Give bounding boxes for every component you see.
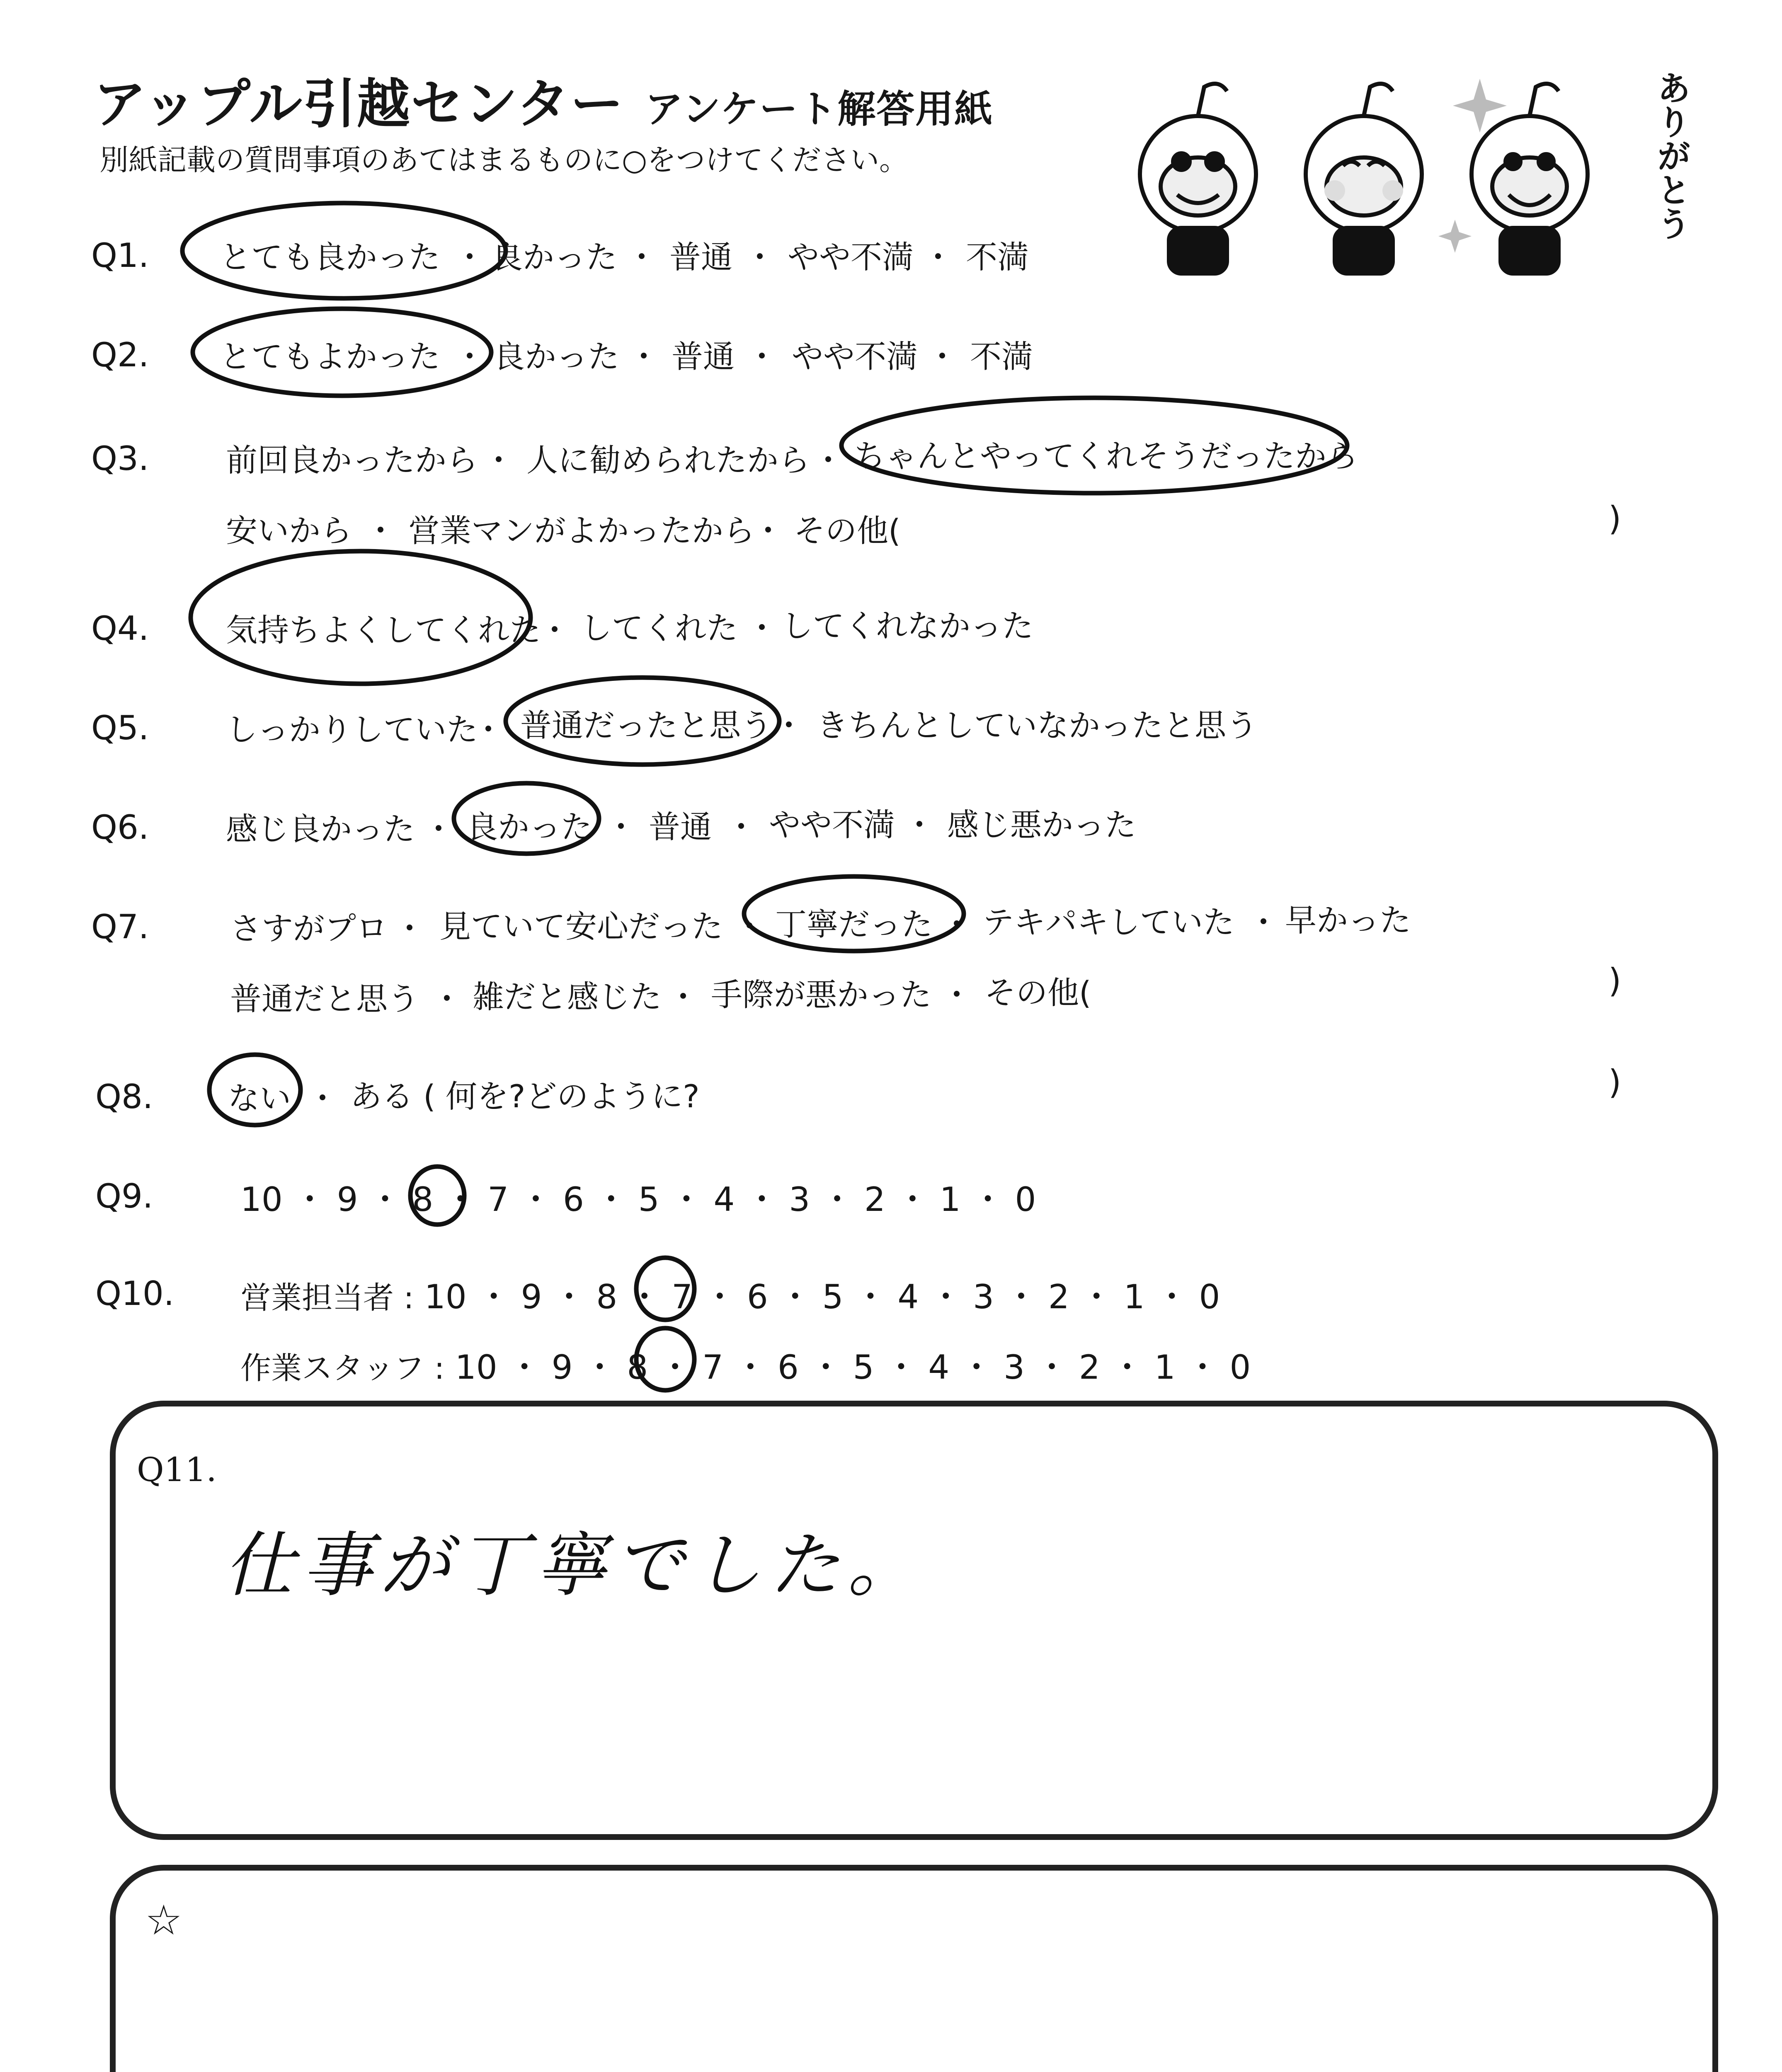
q11-label: Q11. xyxy=(137,1450,217,1489)
q2-option[interactable]: 不満 xyxy=(970,338,1033,375)
q11-comment-box xyxy=(110,1401,1718,1840)
q9-label: Q9. xyxy=(95,1177,153,1215)
separator: ・ xyxy=(922,239,954,276)
q4-selection-circle xyxy=(191,551,531,684)
q6-option[interactable]: 感じ悪かった xyxy=(947,806,1136,843)
separator: ・ xyxy=(734,908,765,945)
q2-option[interactable]: とてもよかった xyxy=(220,338,440,375)
close-paren: ) xyxy=(1608,1063,1622,1101)
q3-option[interactable]: 前回良かったから xyxy=(226,442,478,479)
q7-option[interactable]: 手際が悪かった xyxy=(711,976,931,1013)
q5-selection-circle xyxy=(506,678,779,765)
separator: ・ xyxy=(904,806,935,843)
q10-sales-selection-circle xyxy=(636,1258,694,1320)
q3-option[interactable]: 人に勧められたから xyxy=(526,442,810,479)
q3-label: Q3. xyxy=(91,439,149,478)
q6-option[interactable]: 良かった xyxy=(466,808,592,845)
q5-label: Q5. xyxy=(91,709,149,747)
q7-option[interactable]: さすがプロ xyxy=(230,910,388,947)
instructions: 別紙記載の質問事項のあてはまるものに○をつけてください。 xyxy=(99,143,909,177)
q8-label: Q8. xyxy=(95,1077,153,1116)
q3-option[interactable]: 営業マンがよかったから xyxy=(408,512,755,549)
separator: ・ xyxy=(744,239,776,276)
scale-option[interactable]: 6 xyxy=(747,1278,768,1316)
q3-option[interactable]: ちゃんとやってくれそうだったから xyxy=(854,438,1358,474)
form-subtitle: アンケート解答用紙 xyxy=(645,87,994,131)
q3-option[interactable]: 安いから xyxy=(226,512,352,549)
scale-option[interactable]: 8 xyxy=(596,1278,618,1316)
separator: ・ xyxy=(752,512,784,549)
q1-option[interactable]: 不満 xyxy=(966,239,1029,276)
q2-option[interactable]: やや不満 xyxy=(792,338,918,375)
separator: ・ xyxy=(667,978,699,1015)
q1-option[interactable]: 普通 xyxy=(669,239,732,276)
q7-option[interactable]: 丁寧だった xyxy=(775,906,933,943)
q6-option[interactable]: やや不満 xyxy=(769,806,895,843)
q7-option[interactable]: 雑だと感じた xyxy=(473,978,662,1015)
q2-selection-circle xyxy=(193,309,491,396)
scale-option[interactable]: 0 xyxy=(1199,1278,1220,1316)
q10-staff-row: 作業スタッフ : 10 ・ 9 ・ 8 ・ 7 ・ 6 ・ 5 ・ 4 ・ 3 ・ 2 ・ 1 ・ 0 xyxy=(240,1348,1251,1387)
q11-comment-text[interactable]: 仕事が丁寧でした。 xyxy=(224,1525,926,1607)
q6-option[interactable]: 普通 xyxy=(649,808,712,845)
scale-option[interactable]: 7 xyxy=(672,1278,693,1316)
star-icon: ☆ xyxy=(145,1896,182,1944)
scale-option[interactable]: 0 xyxy=(1015,1180,1036,1219)
separator: ・ xyxy=(725,808,757,845)
scale-option[interactable]: 6 xyxy=(777,1348,799,1387)
scale-option[interactable]: 4 xyxy=(713,1180,735,1219)
separator: ・ xyxy=(926,338,958,375)
q8-option[interactable]: ある ( 何を?どのように? xyxy=(350,1078,700,1115)
scale-option[interactable]: 7 xyxy=(702,1348,723,1387)
q4-option[interactable]: してくれた xyxy=(580,610,738,646)
separator: ・ xyxy=(454,239,485,276)
scale-option[interactable]: 10 xyxy=(424,1278,467,1316)
scale-option[interactable]: 8 xyxy=(412,1180,434,1219)
separator: ・ xyxy=(1248,904,1279,941)
scale-option[interactable]: 1 xyxy=(1154,1348,1176,1387)
separator: ・ xyxy=(605,808,637,845)
q6-label: Q6. xyxy=(91,808,149,847)
q5-option[interactable]: しっかりしていた xyxy=(226,711,478,748)
scale-option[interactable]: 3 xyxy=(789,1180,810,1219)
separator: ・ xyxy=(307,1080,338,1117)
q8-selection-circle xyxy=(209,1055,301,1125)
separator: ・ xyxy=(941,906,972,943)
q6-option[interactable]: 感じ良かった xyxy=(226,811,415,847)
scale-option[interactable]: 2 xyxy=(864,1180,885,1219)
scale-option[interactable]: 5 xyxy=(822,1278,844,1316)
separator: ・ xyxy=(394,910,425,947)
scale-option[interactable]: 5 xyxy=(853,1348,874,1387)
close-paren: ) xyxy=(1608,961,1622,1000)
scale-option[interactable]: 6 xyxy=(562,1180,584,1219)
scale-option[interactable]: 3 xyxy=(973,1278,994,1316)
thanks-text: ありがとう xyxy=(1651,70,1691,240)
separator: ・ xyxy=(454,338,485,375)
sales-rating-label: 営業担当者 : xyxy=(240,1280,414,1316)
scale-option[interactable]: 5 xyxy=(638,1180,659,1219)
scale-option[interactable]: 2 xyxy=(1048,1278,1069,1316)
separator: ・ xyxy=(539,612,570,649)
q2-label: Q2. xyxy=(91,336,149,374)
q6-selection-circle xyxy=(454,783,599,854)
scale-option[interactable]: 10 xyxy=(240,1180,283,1219)
scale-option[interactable]: 7 xyxy=(487,1180,509,1219)
q7-selection-circle xyxy=(744,876,964,951)
separator: ・ xyxy=(365,512,396,549)
q8-option[interactable]: ない xyxy=(228,1080,291,1117)
q4-option[interactable]: してくれなかった xyxy=(781,608,1033,644)
q2-option[interactable]: 普通 xyxy=(672,338,735,375)
q4-label: Q4. xyxy=(91,609,149,648)
separator: ・ xyxy=(773,707,805,744)
separator: ・ xyxy=(628,338,659,375)
q4-option[interactable]: 気持ちよくしてくれた xyxy=(226,612,541,649)
q7-option[interactable]: 見ていて安心だった xyxy=(439,908,723,945)
separator: ・ xyxy=(423,811,454,847)
scale-option[interactable]: 10 xyxy=(455,1348,497,1387)
star-comment-box xyxy=(110,1865,1718,2072)
q5-option[interactable]: きちんとしていなかったと思う xyxy=(817,707,1258,744)
scale-option[interactable]: 9 xyxy=(521,1278,542,1316)
scale-option[interactable]: 4 xyxy=(928,1348,950,1387)
scale-option[interactable]: 9 xyxy=(337,1180,358,1219)
staff-rating-label: 作業スタッフ : xyxy=(240,1351,445,1386)
separator: ・ xyxy=(483,442,514,479)
scale-option[interactable]: 3 xyxy=(1004,1348,1025,1387)
scale-option[interactable]: 8 xyxy=(627,1348,648,1387)
q10-sales-row: 営業担当者 : 10 ・ 9 ・ 8 ・ 7 ・ 6 ・ 5 ・ 4 ・ 3 ・ 2 ・ 1 ・ 0 xyxy=(240,1278,1220,1316)
scale-option[interactable]: 9 xyxy=(551,1348,573,1387)
scale-option[interactable]: 0 xyxy=(1229,1348,1251,1387)
q7-option[interactable]: その他( xyxy=(984,974,1091,1011)
q10-label: Q10. xyxy=(95,1274,175,1313)
q9-scale: 10 ・ 9 ・ 8 ・ 7 ・ 6 ・ 5 ・ 4 ・ 3 ・ 2 ・ 1 ・ 0 xyxy=(240,1180,1036,1219)
q7-option[interactable]: テキパキしていた xyxy=(982,904,1234,941)
q3-selection-circle xyxy=(841,398,1347,493)
separator: ・ xyxy=(746,338,778,375)
scale-option[interactable]: 2 xyxy=(1079,1348,1100,1387)
q9-selection-circle xyxy=(410,1167,464,1225)
q1-label: Q1. xyxy=(91,236,149,275)
separator: ・ xyxy=(812,442,844,479)
separator: ・ xyxy=(746,610,778,646)
q1-option[interactable]: やや不満 xyxy=(788,239,914,276)
q7-option[interactable]: 早かった xyxy=(1285,902,1411,939)
q7-label: Q7. xyxy=(91,908,149,946)
scale-option[interactable]: 1 xyxy=(1123,1278,1145,1316)
q1-option[interactable]: とても良かった xyxy=(220,239,440,276)
separator: ・ xyxy=(473,711,504,748)
close-paren: ) xyxy=(1608,499,1622,538)
separator: ・ xyxy=(431,980,463,1017)
scale-option[interactable]: 1 xyxy=(939,1180,961,1219)
q10-staff-selection-circle xyxy=(636,1328,694,1390)
company-name: アップル引越センター xyxy=(93,73,624,135)
separator: ・ xyxy=(626,239,657,276)
q5-option[interactable]: 普通だったと思う xyxy=(520,707,772,744)
q1-option[interactable]: 良かった xyxy=(491,239,617,276)
q3-option[interactable]: その他( xyxy=(794,512,901,549)
q1-selection-circle xyxy=(182,203,506,298)
q2-option[interactable]: 良かった xyxy=(493,338,619,375)
separator: ・ xyxy=(941,976,972,1013)
scale-option[interactable]: 4 xyxy=(897,1278,919,1316)
q7-option[interactable]: 普通だと思う xyxy=(230,980,419,1017)
